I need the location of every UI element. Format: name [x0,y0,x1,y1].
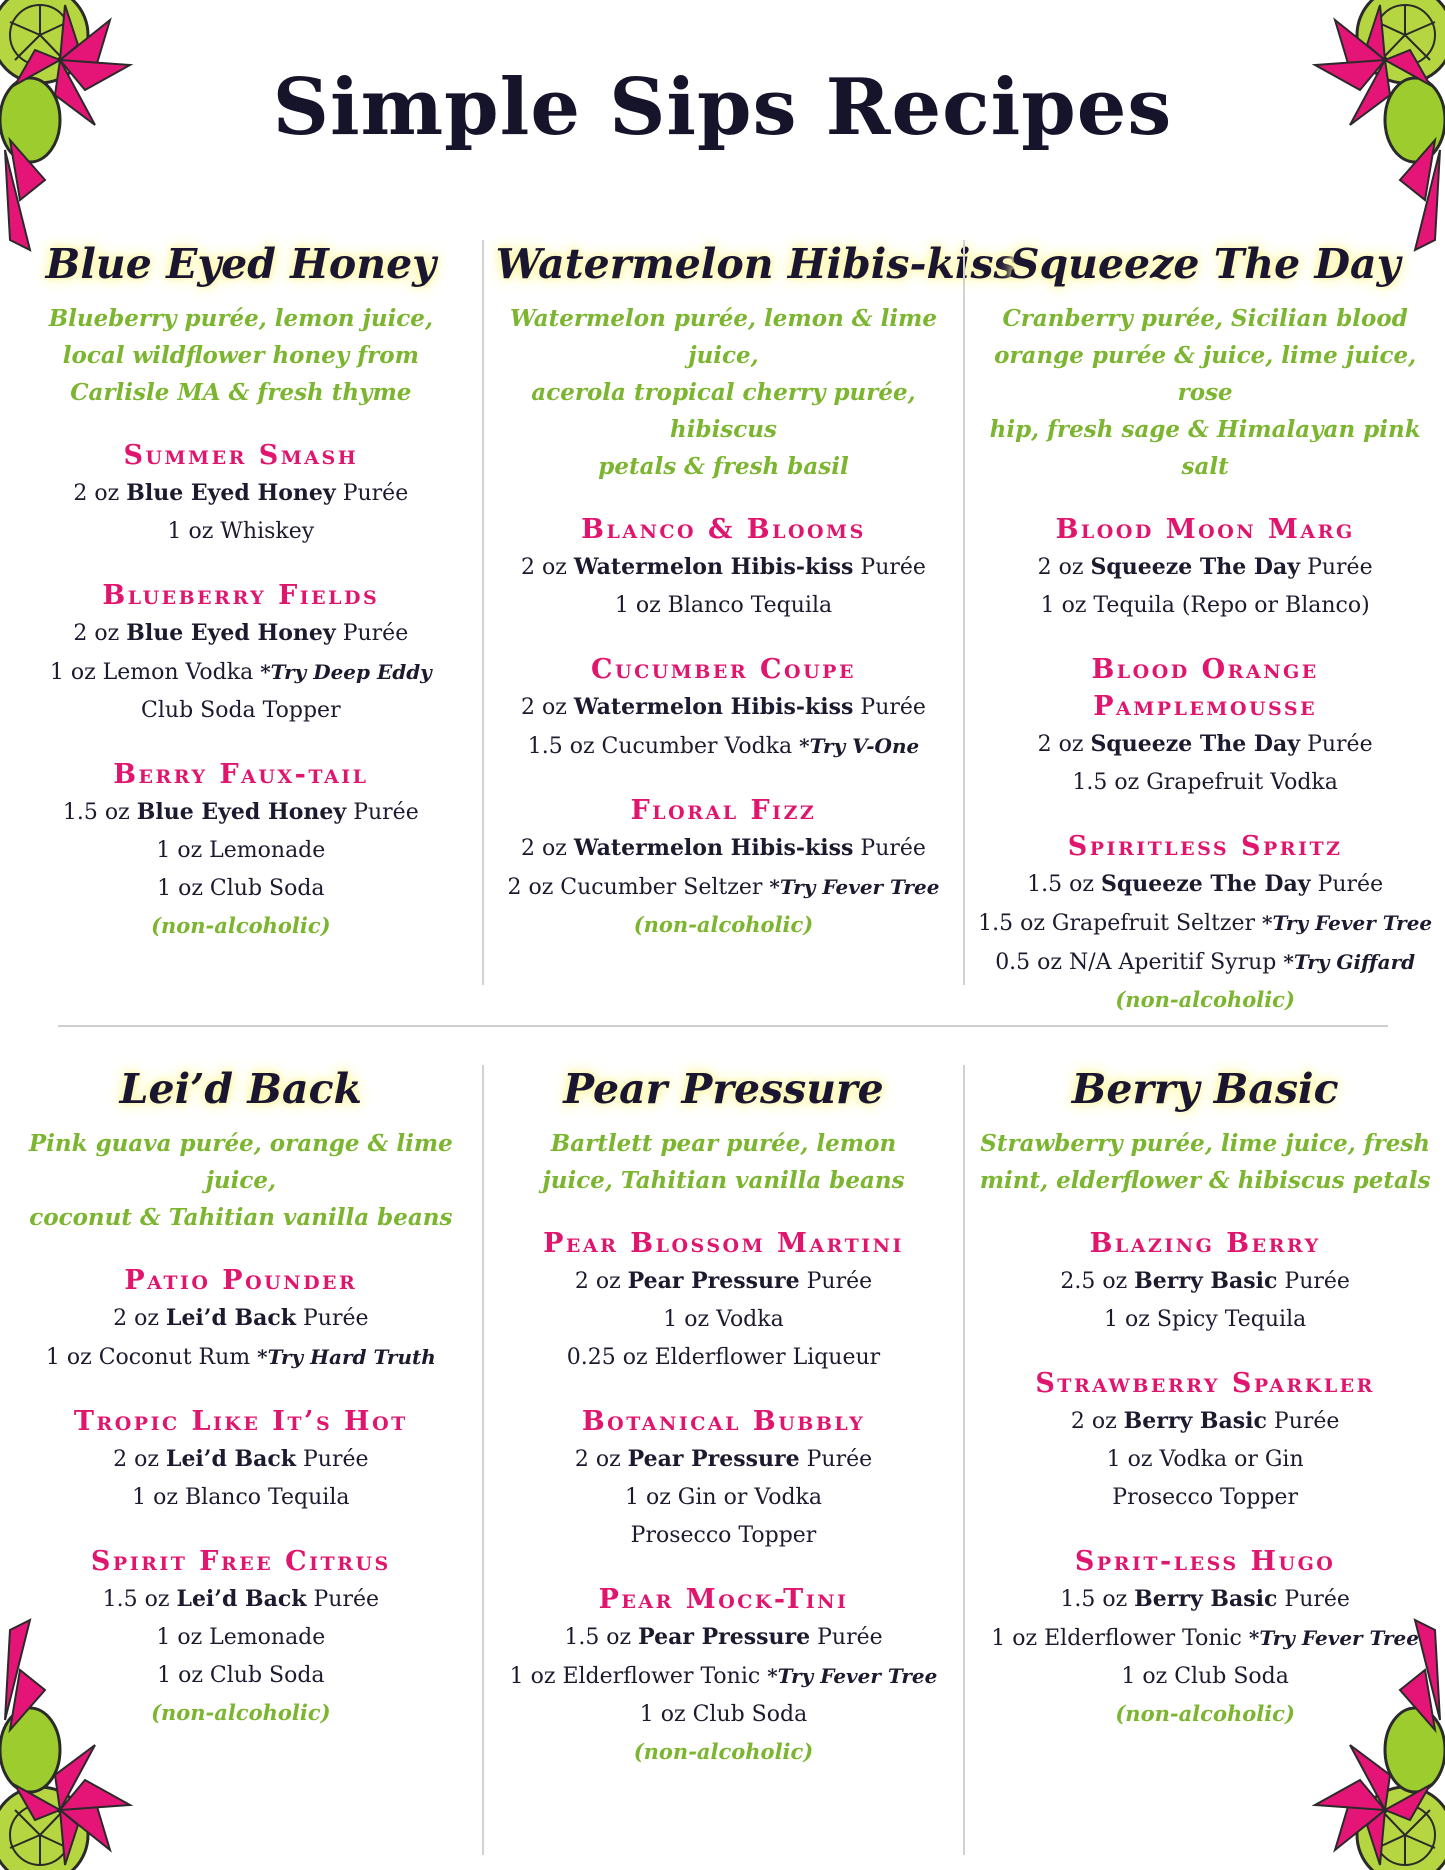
ingredient-quantity: 1 oz Blanco Tequila [132,1485,350,1510]
puree-name: Pear Pressure [638,1624,811,1650]
flavor-description: Pink guava purée, orange & lime juice, coconut & Tahitian vanilla beans [28,1130,453,1231]
recipe-name: Patio Pounder [124,1265,358,1296]
ingredient-line [973,1262,1437,1301]
flavor-description: Strawberry purée, lime juice, fresh mint, elderflower & hibiscus petals [979,1130,1431,1194]
recipe-name: Spirit Free Citrus [90,1546,391,1577]
ingredient-quantity: 1.5 oz [1060,1587,1128,1612]
flavor-description: Watermelon purée, lemon & lime juice, acerola tropical cherry purée, hibiscus petals & fresh basil [509,305,938,480]
recipe-card [8,437,474,551]
puree-name: Squeeze The Day [1090,554,1301,580]
ingredient-unit: Purée [342,481,409,506]
puree-name: Pear Pressure [627,1446,800,1472]
ingredient-line [973,1580,1437,1619]
ingredient-line [8,870,474,908]
ingredient-line [492,1440,956,1479]
flavor-title: Berry Basic [1071,1065,1339,1113]
recipe-name: Berry Faux-tail [113,759,369,790]
ingredient-quantity: 1 oz Spicy Tequila [1104,1307,1307,1332]
ingredient-quantity: 0.5 oz N/A Aperitif Syrup [995,950,1277,975]
ingredient-line [492,1657,956,1696]
ingredient-unit: Purée [1317,872,1384,897]
puree-name: Blue Eyed Honey [126,620,336,646]
ingredient-line [973,1619,1437,1658]
ingredient-line [8,793,474,832]
recipe-name: Cucumber Coupe [591,654,856,685]
flavor-description: Blueberry purée, lemon juice, local wildflower honey from Carlisle MA & fresh thyme [48,305,433,406]
ingredient-quantity: 1 oz Coconut Rum [45,1345,251,1370]
ingredient-quantity: 1.5 oz [1027,872,1094,897]
ingredient-quantity: 1 oz Club Soda [1121,1664,1289,1689]
recipe-name: Tropic Like It’s Hot [73,1406,408,1437]
ingredient-line [973,865,1437,904]
ingredient-quantity: 1.5 oz Cucumber Vodka [527,734,793,759]
recipe-card [492,651,956,766]
ingredient-quantity: 1 oz Elderflower Tonic [991,1626,1242,1651]
recipe-section-bottom [0,1065,1445,1855]
recipe-name: Blood Moon Marg [1055,514,1355,545]
recipe-name: Blood Orange Pamplemousse [1091,654,1319,722]
puree-name: Blue Eyed Honey [136,799,347,825]
recipe-name: Floral Fizz [630,795,817,826]
ingredient-line [8,1299,474,1338]
ingredient-line [492,688,956,727]
ingredient-line [492,727,956,766]
recipe-name: Pear Mock-Tini [598,1584,849,1615]
non-alcoholic-note: (non-alcoholic) [633,1739,814,1764]
recipe-card [492,1581,956,1770]
flavor-description: Bartlett pear purée, lemon juice, Tahitian vanilla beans [542,1130,905,1194]
recipe-card [973,1225,1437,1339]
recipe-card [973,1543,1437,1732]
recipe-name: Blazing Berry [1089,1228,1321,1259]
ingredient-line [973,764,1437,802]
ingredient-quantity: 1.5 oz [62,800,130,825]
ingredient-unit: Purée [860,836,926,861]
flavor-column-blue-eyed-honey [0,240,482,985]
ingredient-line [973,1441,1437,1479]
page-title: Simple Sips Recipes [272,62,1173,153]
ingredient-quantity: 1.5 oz [564,1625,632,1650]
ingredient-line [8,1440,474,1479]
ingredient-unit: Purée [313,1587,380,1612]
ingredient-quantity: 1.5 oz [102,1587,170,1612]
ingredient-quantity: 1.5 oz Grapefruit Seltzer [978,911,1256,936]
ingredient-quantity: 1 oz Lemon Vodka [49,660,254,685]
puree-name: Squeeze The Day [1090,731,1301,757]
ingredient-line [973,904,1437,943]
ingredient-quantity: 0.25 oz Elderflower Liqueur [566,1345,881,1370]
ingredient-quantity: 1 oz Club Soda [157,876,325,901]
ingredient-quantity: 2 oz [1037,732,1084,757]
ingredient-unit: Purée [860,695,926,720]
ingredient-quantity: 1 oz Vodka [663,1307,784,1332]
brand-suggestion: *Try Fever Tree [767,1664,938,1688]
brand-suggestion: *Try Fever Tree [769,875,940,899]
puree-name: Blue Eyed Honey [126,480,336,506]
ingredient-line [8,1619,474,1657]
ingredient-quantity: 2 oz [73,481,120,506]
ingredient-quantity: 2 oz [113,1306,159,1331]
ingredient-unit: Purée [302,1306,369,1331]
ingredient-quantity: 2 oz [521,695,567,720]
ingredient-line [492,1301,956,1339]
ingredient-line [492,829,956,868]
ingredient-quantity: 1 oz Club Soda [639,1702,808,1727]
recipe-card [973,828,1437,1018]
ingredient-quantity: 2 oz [521,836,567,861]
recipe-card [492,511,956,625]
ingredient-line [973,548,1437,587]
ingredient-line [492,587,956,625]
recipe-card [8,1403,474,1517]
ingredient-unit: Purée [1284,1587,1350,1612]
section-divider [58,1025,1388,1027]
puree-name: Watermelon Hibis-kiss [573,835,854,861]
puree-name: Squeeze The Day [1101,871,1311,897]
non-alcoholic-note: (non-alcoholic) [1115,987,1295,1012]
ingredient-line [8,832,474,870]
non-alcoholic-note: (non-alcoholic) [151,1700,331,1725]
ingredient-line [8,1657,474,1695]
non-alcoholic-note: (non-alcoholic) [151,913,331,938]
puree-name: Lei’d Back [165,1305,296,1331]
non-alcoholic-note: (non-alcoholic) [1115,1701,1295,1726]
ingredient-quantity: 2 oz [113,1447,159,1472]
ingredient-quantity: Prosecco Topper [630,1523,817,1548]
brand-suggestion: *Try V-One [799,734,920,758]
ingredient-line [8,513,474,551]
ingredient-line [8,692,474,730]
ingredient-line [8,1479,474,1517]
ingredient-unit: Purée [806,1447,873,1472]
puree-name: Lei’d Back [165,1446,296,1472]
recipe-card [492,792,956,943]
puree-name: Berry Basic [1134,1268,1278,1294]
ingredient-quantity: 1 oz Whiskey [167,519,315,544]
flavor-title: Lei’d Back [119,1065,362,1113]
recipe-card [973,511,1437,625]
ingredient-quantity: 1 oz Gin or Vodka [624,1485,822,1510]
recipe-name: Pear Blossom Martini [543,1228,904,1259]
recipe-card [492,1403,956,1555]
ingredient-line [973,1479,1437,1517]
brand-suggestion: *Try Fever Tree [1262,911,1433,935]
ingredient-unit: Purée [1307,555,1373,580]
recipe-card [8,577,474,730]
ingredient-line [492,1339,956,1377]
recipe-card [8,756,474,944]
puree-name: Lei’d Back [176,1586,307,1612]
ingredient-quantity: 1 oz Elderflower Tonic [509,1664,761,1689]
puree-name: Watermelon Hibis-kiss [573,694,854,720]
ingredient-quantity: 1 oz Club Soda [157,1663,325,1688]
recipe-name: Strawberry Sparkler [1035,1368,1375,1399]
non-alcoholic-note: (non-alcoholic) [633,912,814,937]
ingredient-line [492,1696,956,1734]
brand-suggestion: *Try Giffard [1283,950,1416,974]
ingredient-unit: Purée [353,800,419,825]
ingredient-quantity: Club Soda Topper [141,698,341,723]
ingredient-line [492,1517,956,1555]
ingredient-unit: Purée [1273,1409,1340,1434]
recipe-name: Summer Smash [123,440,359,471]
flavor-title: Pear Pressure [563,1065,884,1113]
puree-name: Watermelon Hibis-kiss [573,554,854,580]
flavor-title: Blue Eyed Honey [45,240,436,288]
ingredient-quantity: Prosecco Topper [1112,1485,1298,1510]
ingredient-quantity: 2 oz [1070,1409,1117,1434]
ingredient-line [492,548,956,587]
ingredient-line [973,943,1437,982]
recipe-card [8,1543,474,1731]
ingredient-unit: Purée [817,1625,883,1650]
recipe-section-top [0,240,1445,1012]
ingredient-quantity: 1 oz Vodka or Gin [1106,1447,1304,1472]
ingredient-quantity: 2 oz [73,621,120,646]
ingredient-line [973,587,1437,625]
ingredient-line [492,1479,956,1517]
ingredient-quantity: 2 oz [574,1447,621,1472]
ingredient-unit: Purée [1284,1269,1350,1294]
ingredient-unit: Purée [1307,732,1373,757]
ingredient-unit: Purée [860,555,926,580]
ingredient-line [492,868,956,907]
ingredient-line [8,653,474,692]
puree-name: Berry Basic [1123,1408,1267,1434]
ingredient-quantity: 2.5 oz [1060,1269,1128,1294]
ingredient-quantity: 2 oz [1037,555,1084,580]
flavor-title: Watermelon Hibis-kiss [495,240,1017,288]
flavor-column-watermelon-hibis-kiss [482,240,1017,985]
flavor-column-berry-basic [963,1065,1445,1855]
recipe-name: Blanco & Blooms [581,514,866,545]
recipe-name: Botanical Bubbly [581,1406,866,1437]
ingredient-quantity: 2 oz [574,1269,621,1294]
ingredient-quantity: 1 oz Blanco Tequila [614,593,833,618]
recipe-name: Spiritless Spritz [1067,831,1343,862]
flavor-title: Squeeze The Day [1009,240,1401,288]
ingredient-line [8,1338,474,1377]
ingredient-line [973,1301,1437,1339]
ingredient-quantity: 1 oz Tequila (Repo or Blanco) [1040,593,1370,618]
flavor-column-pear-pressure [482,1065,964,1855]
ingredient-quantity: 1.5 oz Grapefruit Vodka [1072,770,1338,795]
ingredient-line [492,1618,956,1657]
ingredient-line [973,1402,1437,1441]
recipe-name: Blueberry Fields [102,580,380,611]
ingredient-line [8,474,474,513]
ingredient-line [8,614,474,653]
recipe-card [492,1225,956,1377]
brand-suggestion: *Try Hard Truth [257,1345,436,1369]
ingredient-line [973,725,1437,764]
brand-suggestion: *Try Deep Eddy [260,660,432,684]
ingredient-unit: Purée [806,1269,873,1294]
ingredient-quantity: 1 oz Lemonade [156,838,326,863]
recipe-name: Sprit-less Hugo [1074,1546,1336,1577]
recipe-card [973,651,1437,802]
flavor-column-leid-back [0,1065,482,1855]
ingredient-quantity: 2 oz [521,555,567,580]
flavor-description: Cranberry purée, Sicilian blood orange purée & juice, lime juice, rose hip, fresh sage & Himalayan pink salt [989,305,1421,480]
ingredient-unit: Purée [342,621,409,646]
ingredient-quantity: 2 oz Cucumber Seltzer [507,875,763,900]
brand-suggestion: *Try Fever Tree [1248,1626,1419,1650]
ingredient-quantity: 1 oz Lemonade [156,1625,326,1650]
ingredient-unit: Purée [302,1447,369,1472]
puree-name: Pear Pressure [627,1268,800,1294]
recipe-card [8,1262,474,1377]
flavor-column-squeeze-the-day [963,240,1445,1012]
ingredient-line [973,1658,1437,1696]
ingredient-line [8,1580,474,1619]
ingredient-line [492,1262,956,1301]
recipe-card [973,1365,1437,1517]
puree-name: Berry Basic [1134,1586,1278,1612]
